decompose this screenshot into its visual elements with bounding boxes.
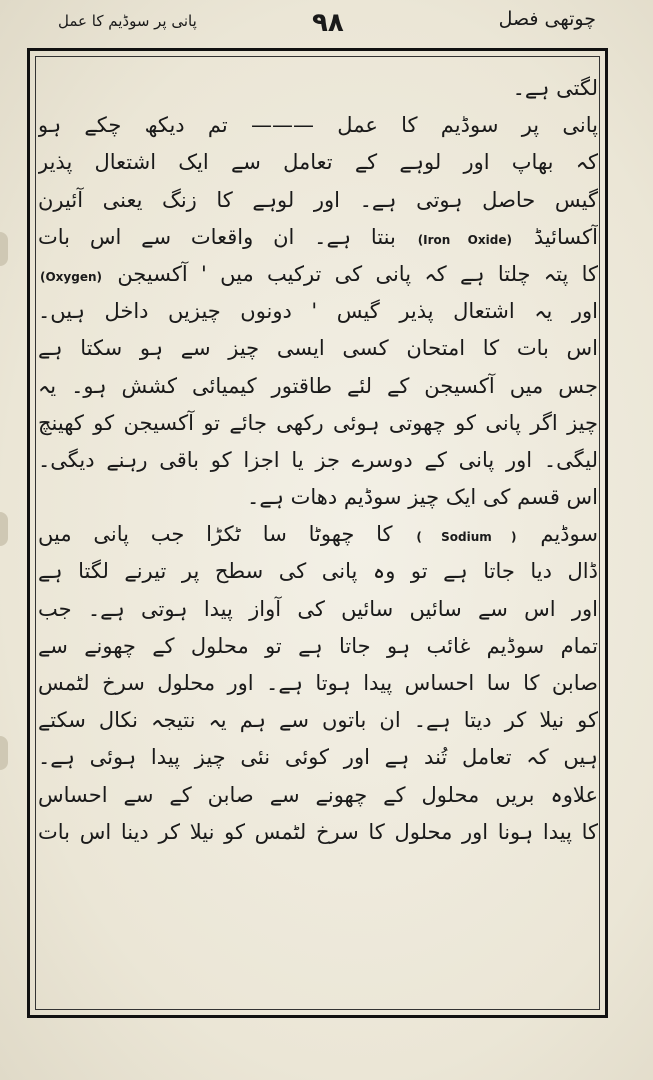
latin-term: (Oxygen) <box>40 269 103 284</box>
running-title-section: پانی پر سوڈیم کا عمل <box>58 12 197 30</box>
text-line: آکسائیڈ (Iron Oxide) بنتا ہے۔ ان واقعات سے اس بات <box>38 224 598 249</box>
text-line: چیز اگر پانی کو چھوتی ہوئی رکھی جائے تو آکسیجن کو کھینچ <box>38 410 598 435</box>
text-line: جس میں آکسیجن کے لئے طاقتور کیمیائی کشش ہو۔ یہ <box>38 373 598 398</box>
text-line: کہ بھاپ اور لوہے کے تعامل سے ایک اشتعال پذیر <box>38 150 598 175</box>
text-line: علاوہ بریں محلول کے چھونے سے صابن کے سے احساس <box>38 782 598 807</box>
text-line: اس قسم کی ایک چیز سوڈیم دھات ہے۔ <box>247 485 598 510</box>
latin-term: ( Sodium ) <box>416 530 517 545</box>
text-line: تمام سوڈیم غائب ہو جاتا ہے تو محلول کے چھونے سے <box>38 633 598 658</box>
text-line: کو نیلا کر دیتا ہے۔ ان باتوں سے ہم یہ نتیجہ نکال سکتے <box>38 708 598 733</box>
text-line: اور اس سے سائیں سائیں کی آواز پیدا ہوتی ہے۔ جب <box>38 596 598 621</box>
text-line: کا پتہ چلتا ہے کہ پانی کی ترکیب میں ' آکسیجن (Oxygen) <box>40 261 598 286</box>
latin-term: (Iron Oxide) <box>417 232 512 247</box>
text-line: صابن کا سا احساس پیدا ہوتا ہے۔ اور محلول سرخ لٹمس <box>38 671 598 695</box>
text-line: اس بات کا امتحان کسی ایسی چیز سے ہو سکتا ہے <box>38 336 598 361</box>
text-line: لگتی ہے۔ <box>512 76 598 100</box>
text-line: گیس حاصل ہوتی ہے۔ اور لوہے کا زنگ یعنی آئیرن <box>38 187 598 212</box>
body-text <box>38 70 598 851</box>
text-line: ہیں کہ تعامل تُند ہے اور کوئی نئی چیز پیدا ہوئی ہے۔ <box>38 745 598 770</box>
text-line: اور یہ اشتعال پذیر گیس ' دونوں چیزیں داخل ہیں۔ <box>38 299 598 324</box>
text-line: لیگی۔ اور پانی کے دوسرے جز یا اجزا کو باقی رہنے دیگی۔ <box>38 447 598 472</box>
text-line: ڈال دیا جاتا ہے تو وہ پانی کی سطح پر تیرنے لگتا ہے <box>38 559 598 584</box>
text-line: کا پیدا ہونا اور محلول کا سرخ لٹمس کو نیلا کر دینا اس بات <box>38 819 598 844</box>
running-title-chapter: چوتھی فصل <box>498 8 596 30</box>
binding-hole <box>0 232 8 266</box>
text-line: سوڈیم ( Sodium ) کا چھوٹا سا ٹکڑا جب پانی میں <box>38 522 598 547</box>
text-line-heading: پانی پر سوڈیم کا عمل ——— تم دیکھ چکے ہو <box>38 113 598 138</box>
page-header <box>22 6 636 46</box>
binding-hole <box>0 736 8 770</box>
page-number: ۹۸ <box>312 8 344 38</box>
binding-hole <box>0 512 8 546</box>
